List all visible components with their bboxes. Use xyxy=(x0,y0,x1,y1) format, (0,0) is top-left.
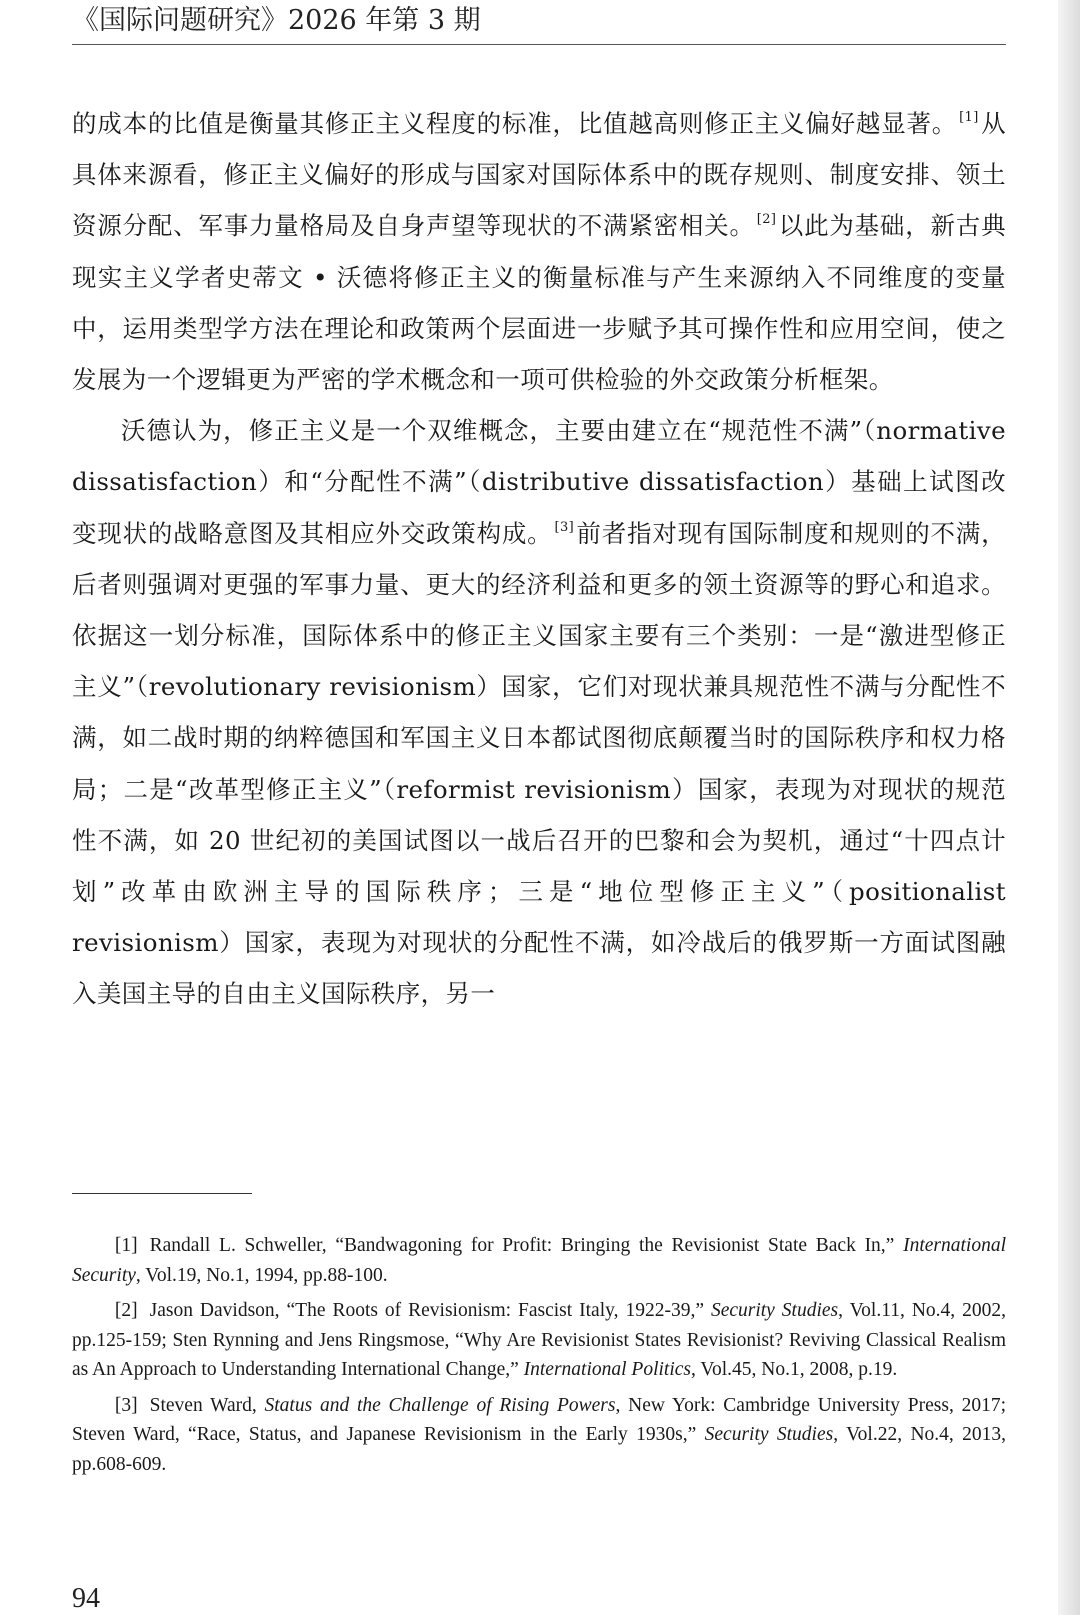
footnote-ref-2[interactable]: [2] xyxy=(756,212,777,228)
page-edge-shadow xyxy=(1058,0,1080,1615)
page-number: 94 xyxy=(72,1583,100,1614)
main-text xyxy=(72,98,1006,1020)
footnote-text: , New York: Cambridge University Press, 2017; Steven Ward, “Race, Status, and Japanese Revisionism in the Early 1930s,” xyxy=(72,1394,1007,1445)
footnote-text: , Vol.22, No.4, 2013, pp.608-609. xyxy=(72,1424,1007,1475)
footnote-ref-3[interactable]: [3] xyxy=(554,519,575,535)
footnote-text: , Vol.11, No.4, 2002, pp.125-159; Sten Rynning and Jens Ringsmose, “Why Are Revisionist States Revisionist? Reviving Classical Realism as An Approach to Understanding International Change,” xyxy=(72,1300,1007,1380)
footnote-text: Jason Davidson, “The Roots of Revisionism: Fascist Italy, 1922-39,” xyxy=(149,1300,711,1321)
footnote-source-title: International Politics xyxy=(523,1359,691,1380)
footnote-text: Steven Ward, xyxy=(149,1394,265,1416)
paragraph-1 xyxy=(72,98,1006,405)
running-header xyxy=(72,0,1006,45)
footnote-source-title: Status and the Challenge of Rising Powers xyxy=(264,1394,616,1416)
paragraph-2 xyxy=(72,405,1006,1019)
footnote-3 xyxy=(72,1391,1006,1480)
footnote-ref-1[interactable]: [1] xyxy=(959,110,979,125)
footnote-separator xyxy=(72,1193,252,1194)
paragraph-1-text-b: 从具体来源看，修正主义偏好的形成与国家对国际体系中的既存规则、制度安排、领土资源分配、军事力量格局及自身声望等现状的不满紧密相关。 xyxy=(72,109,1006,241)
paragraph-1-text-c: 以此为基础，新古典现实主义学者史蒂文 • 沃德将修正主义的衡量标准与产生来源纳入不同维度的变量中，运用类型学方法在理论和政策两个层面进一步赋予其可操作性和应用空间，使之发展为一个逻辑更为严密的学术概念和一项可供检验的外交政策分析框架。 xyxy=(72,211,1006,395)
footnote-text: Randall L. Schweller, “Bandwagoning for Profit: Bringing the Revisionist State Back In,” xyxy=(149,1235,904,1256)
footnotes xyxy=(72,1231,1006,1485)
footnote-source-title: International Security xyxy=(72,1235,1006,1286)
paragraph-2-text-a: 沃德认为，修正主义是一个双维概念，主要由建立在“规范性不满”（normative dissatisfaction）和“分配性不满”（distributive dissatisfaction）基础上试图改变现状的战略意图及其相应外交政策构成。 xyxy=(72,416,1006,548)
paragraph-2-text-b: 前者指对现有国际制度和规则的不满，后者则强调对更强的军事力量、更大的经济利益和更多的领土资源等的野心和追求。依据这一划分标准，国际体系中的修正主义国家主要有三个类别：一是“激进型修正主义”（revolutionary revisionism）国家，它们对现状兼具规范性不满与分配性不满，如二战时期的纳粹德国和军国主义日本都试图彻底颠覆当时的国际秩序和权力格局；二是“改革型修正主义”（reformist revisionism）国家，表现为对现状的规范性不满，如 20 世纪初的美国试图以一战后召开的巴黎和会为契机，通过“十四点计划”改革由欧洲主导的国际秩序；三是“地位型修正主义”（positionalist revisionism）国家，表现为对现状的分配性不满，如冷战后的俄罗斯一方面试图融入美国主导的自由主义国际秩序，另一 xyxy=(72,518,1006,1009)
journal-issue-title: 《国际问题研究》2026 年第 3 期 xyxy=(72,5,481,36)
footnote-text: , Vol.19, No.1, 1994, pp.88-100. xyxy=(135,1264,388,1286)
footnote-1 xyxy=(72,1231,1006,1290)
footnote-number: [1] xyxy=(114,1235,138,1256)
footnote-source-title: Security Studies xyxy=(710,1300,839,1321)
footnote-source-title: Security Studies xyxy=(704,1424,834,1445)
footnote-text: , Vol.45, No.1, 2008, p.19. xyxy=(691,1359,898,1380)
footnote-2 xyxy=(72,1296,1006,1385)
footnote-number: [3] xyxy=(114,1394,138,1416)
paragraph-1-text-a: 的成本的比值是衡量其修正主义程度的标准，比值越高则修正主义偏好越显著。 xyxy=(72,109,958,138)
footnote-number: [2] xyxy=(114,1300,138,1321)
